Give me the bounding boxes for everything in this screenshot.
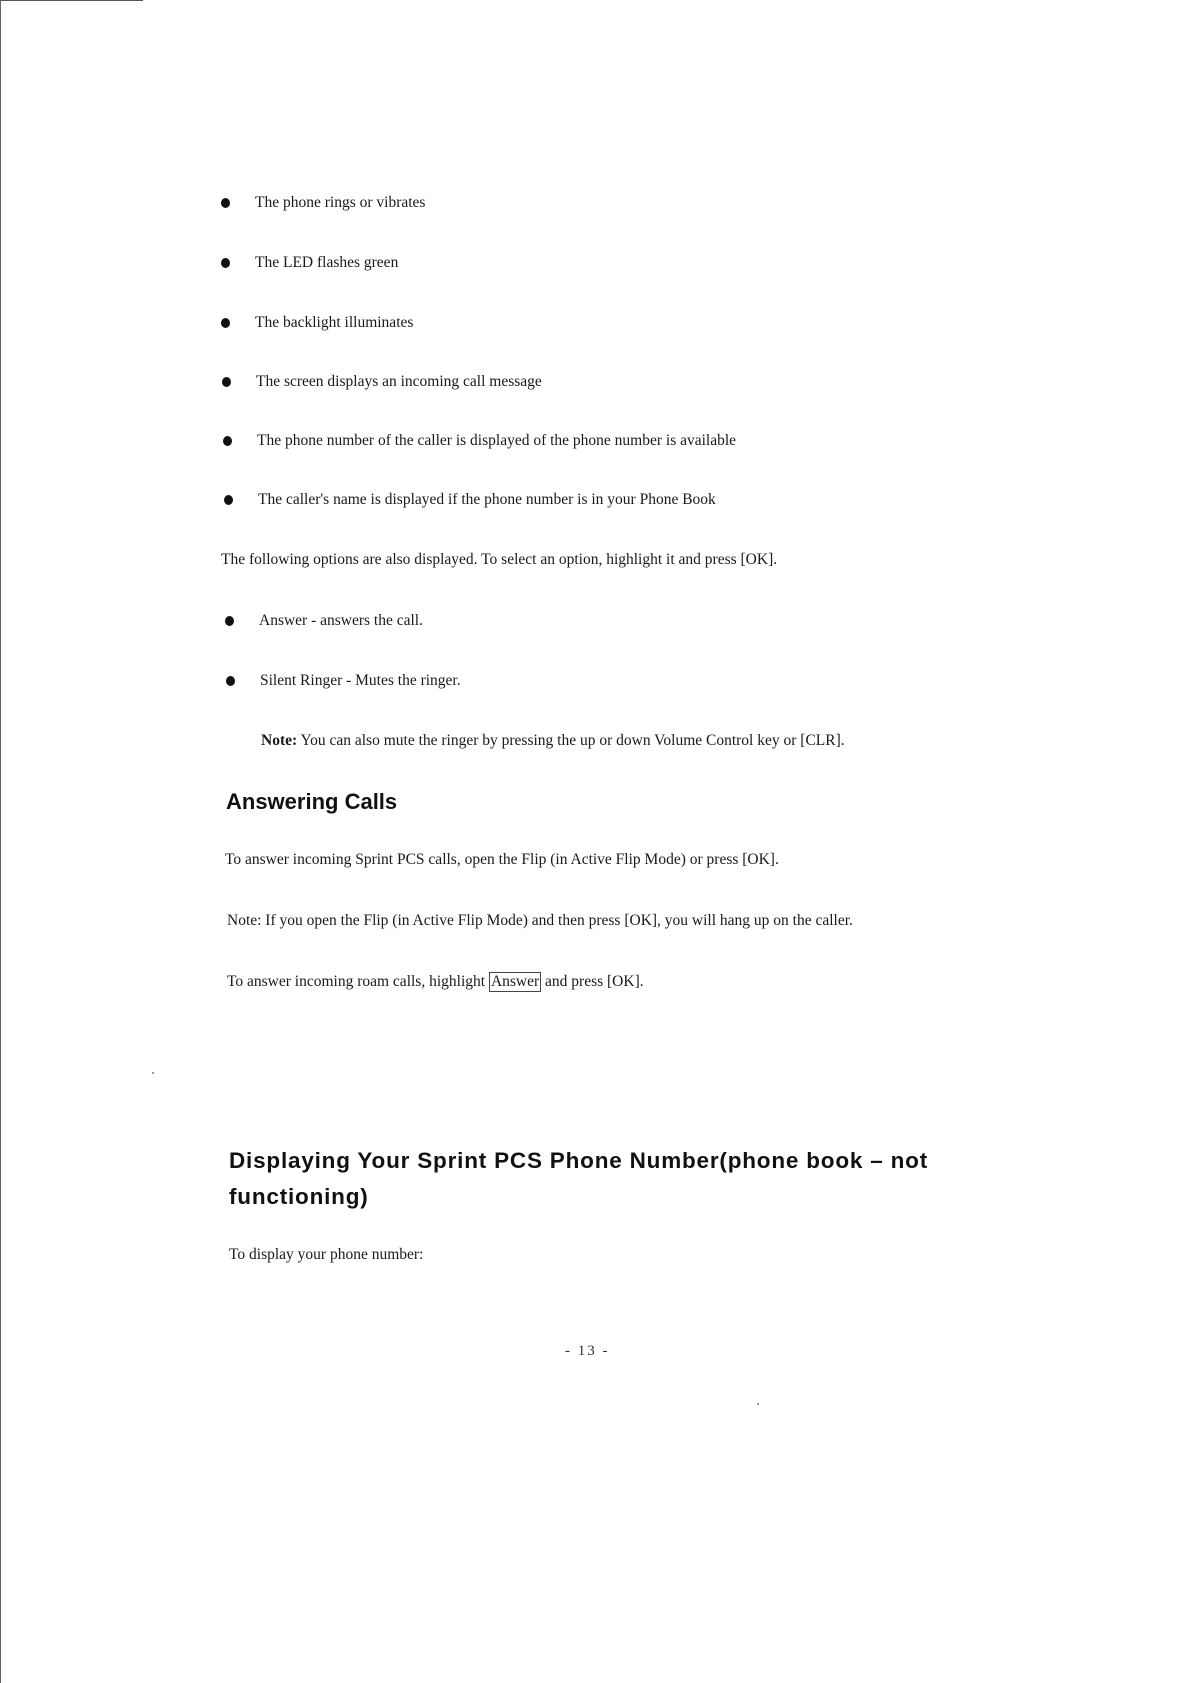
- list-item: [255, 193, 425, 213]
- scan-edge-top: [0, 0, 143, 1]
- list-item-text: Silent Ringer - Mutes the ringer.: [260, 672, 461, 689]
- answering-calls-heading: Answering Calls: [226, 789, 398, 814]
- list-item: [257, 431, 736, 451]
- scan-edge-left: [0, 0, 1, 1683]
- answering-calls-para-1: To answer incoming Sprint PCS calls, open the Flip (in Active Flip Mode) or press [OK].: [225, 851, 779, 868]
- note-text: You can also mute the ringer by pressing the up or down Volume Control key or [CLR].: [297, 732, 845, 749]
- list-item-text: The LED flashes green: [255, 254, 399, 271]
- list-item: [258, 490, 716, 510]
- para-3-after: and press [OK].: [541, 973, 644, 990]
- list-item-text: Answer - answers the call.: [259, 612, 423, 629]
- scan-speck: [757, 1403, 759, 1405]
- list-item-text: The backlight illuminates: [255, 314, 414, 331]
- list-item: [255, 313, 413, 333]
- bullet-icon: [221, 258, 230, 268]
- list-item-text: The phone number of the caller is displayed of the phone number is available: [257, 432, 737, 449]
- options-intro: The following options are also displayed. To select an option, highlight it and press [OK].: [221, 551, 778, 568]
- bullet-icon: [221, 198, 230, 208]
- answer-boxed-label: Answer: [490, 973, 540, 990]
- displaying-number-heading: Displaying Your Sprint PCS Phone Number(phone book – not functioning): [229, 1148, 929, 1209]
- list-item-text: The caller's name is displayed if the phone number is in your Phone Book: [258, 491, 716, 508]
- bullet-icon: [223, 436, 232, 446]
- page-number: - 13 -: [565, 1343, 610, 1359]
- list-item: [256, 372, 542, 392]
- list-item-text: The phone rings or vibrates: [255, 194, 426, 211]
- bullet-icon: [222, 377, 231, 387]
- note-label: Note:: [261, 732, 298, 749]
- answering-calls-para-3: [227, 972, 644, 992]
- list-item: [255, 253, 398, 273]
- list-item-text: The screen displays an incoming call message: [256, 373, 542, 390]
- displaying-number-para-1: To display your phone number:: [229, 1246, 424, 1263]
- list-item: [259, 611, 423, 631]
- bullet-icon: [226, 676, 235, 686]
- list-item: [260, 671, 461, 691]
- answering-calls-para-2: Note: If you open the Flip (in Active Flip Mode) and then press [OK], you will hang up on the caller.: [227, 912, 853, 929]
- para-3-before: To answer incoming roam calls, highlight: [227, 973, 489, 990]
- bullet-icon: [224, 495, 233, 505]
- bullet-icon: [225, 616, 234, 626]
- scan-speck: [152, 1072, 154, 1074]
- mute-note: [261, 731, 845, 751]
- bullet-icon: [221, 318, 230, 328]
